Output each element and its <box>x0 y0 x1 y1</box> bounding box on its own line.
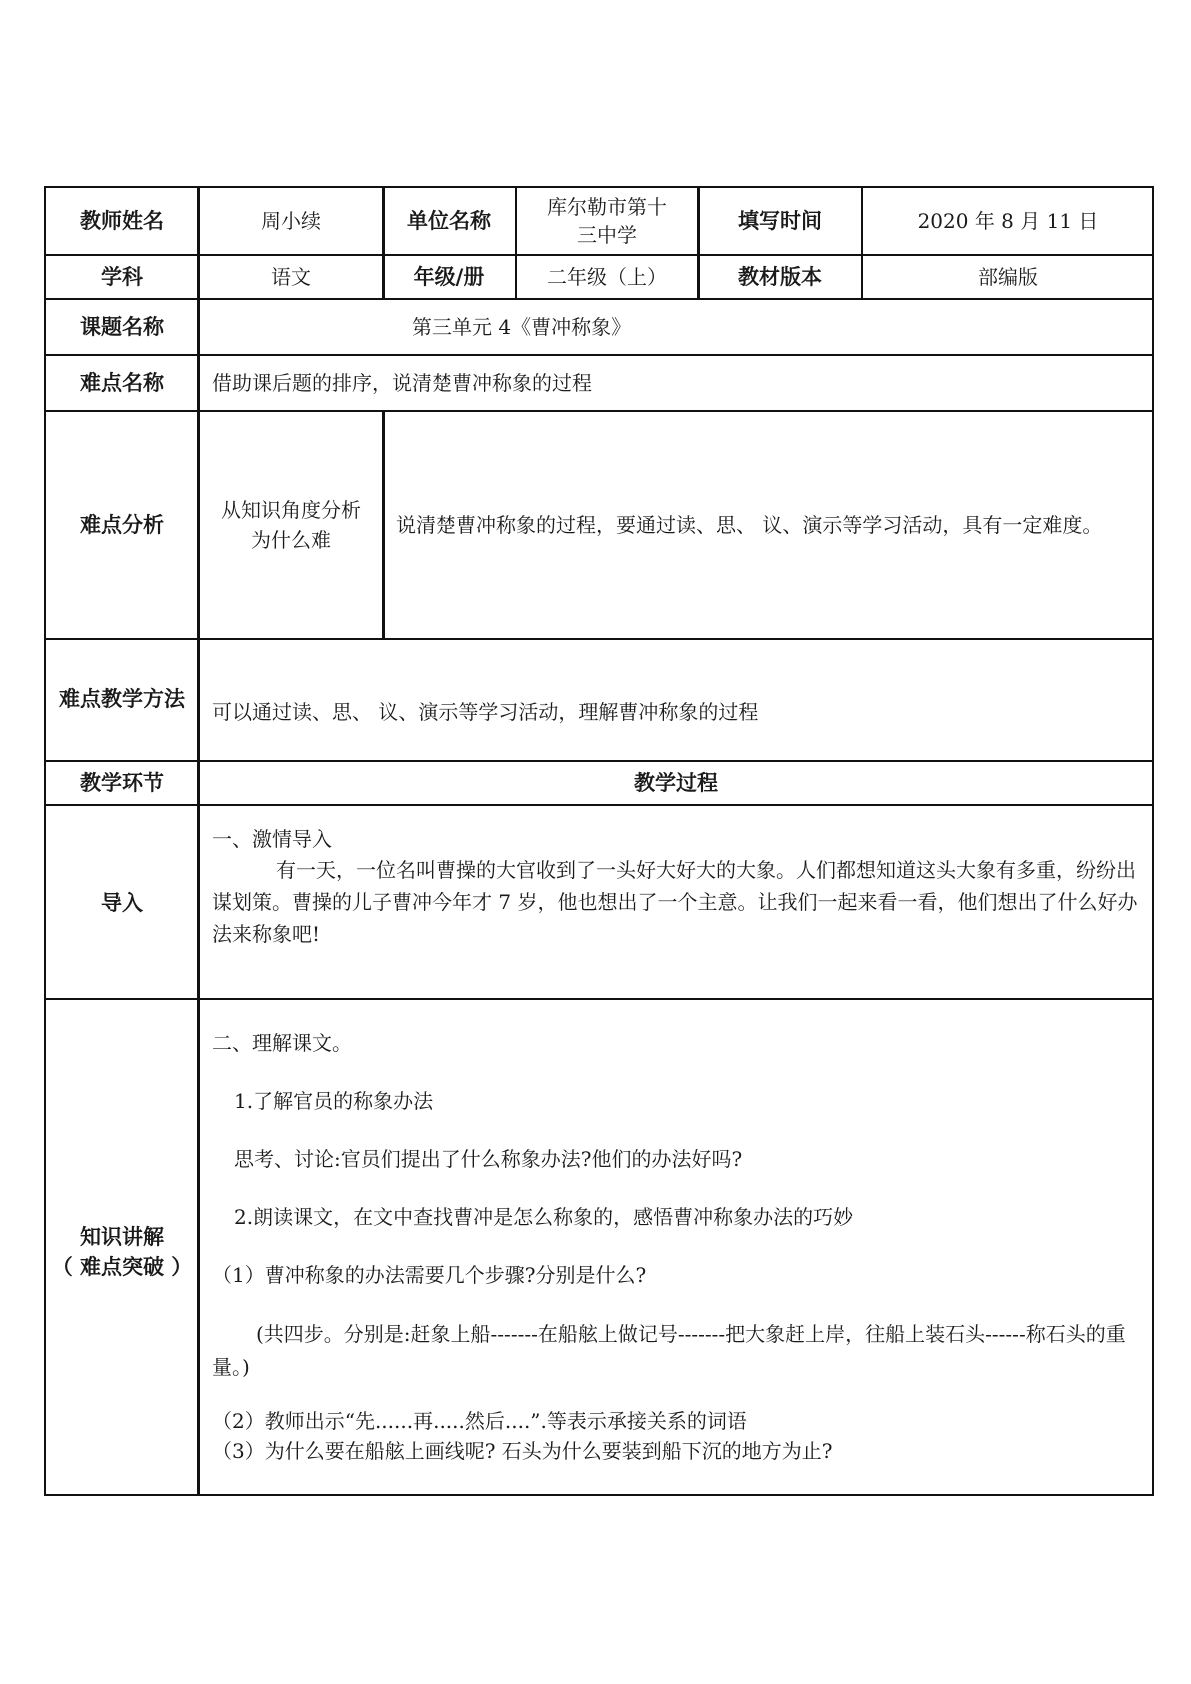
topic-value: 第三单元 4《曹冲称象》 <box>412 315 632 339</box>
grid-line <box>44 804 1154 806</box>
subject-value: 语文 <box>271 265 311 289</box>
grid-line <box>515 186 517 300</box>
knowledge-question-3: （3）为什么要在船舷上画线呢? 石头为什么要装到船下沉的地方为止? <box>212 1439 833 1463</box>
knowledge-question-1: （1）曹冲称象的办法需要几个步骤?分别是什么? <box>212 1263 647 1287</box>
grid-line <box>44 998 1154 1000</box>
fill-date-value: 2020 年 8 月 11 日 <box>917 209 1099 233</box>
unit-name-label: 单位名称 <box>407 209 491 233</box>
analysis-sub-label: 从知识角度分析为什么难 <box>221 498 361 552</box>
grid-line <box>44 186 1154 188</box>
edition-label: 教材版本 <box>738 265 822 289</box>
difficulty-value: 借助课后题的排序，说清楚曹冲称象的过程 <box>212 371 592 395</box>
teacher-name-value: 周小续 <box>261 209 321 233</box>
process-heading: 教学过程 <box>634 771 718 795</box>
fill-date-label: 填写时间 <box>738 209 822 233</box>
grid-line <box>1152 186 1154 1496</box>
edition-value: 部编版 <box>978 265 1038 289</box>
grid-line <box>382 186 385 300</box>
subject-label: 学科 <box>101 265 143 289</box>
grid-line <box>44 760 1154 762</box>
intro-content <box>200 824 1148 950</box>
grid-line <box>44 354 1154 356</box>
difficulty-label: 难点名称 <box>80 371 164 395</box>
grid-line <box>44 1494 1154 1496</box>
method-label: 难点教学方法 <box>59 687 185 711</box>
knowledge-answer-1: (共四步。分别是:赶象上船-------在船舷上做记号-------把大象赶上岸，往船上装石头------称石头的重量。) <box>212 1322 1126 1379</box>
knowledge-content <box>200 1028 1148 1466</box>
knowledge-label-line1: 知识讲解 <box>80 1225 164 1249</box>
analysis-label: 难点分析 <box>80 513 164 537</box>
teacher-name-label: 教师姓名 <box>80 209 164 233</box>
grid-line <box>44 410 1154 412</box>
intro-heading: 一、激情导入 <box>212 827 332 851</box>
grid-line <box>44 254 1154 256</box>
analysis-value: 说清楚曹冲称象的过程，要通过读、思、 议、演示等学习活动，具有一定难度。 <box>396 512 1103 537</box>
grid-line <box>44 186 46 1496</box>
knowledge-question-2: （2）教师出示“先......再.....然后....”.等表示承接关系的词语 <box>212 1409 747 1433</box>
grid-line <box>197 186 200 1496</box>
unit-name-value: 库尔勒市第十三中学 <box>547 195 667 247</box>
knowledge-item2: 2.朗读课文，在文中查找曹冲是怎么称象的，感悟曹冲称象办法的巧妙 <box>234 1205 854 1229</box>
grid-line <box>861 186 863 300</box>
knowledge-label-line2: （ 难点突破 ） <box>51 1255 193 1279</box>
method-value: 可以通过读、思、 议、演示等学习活动，理解曹冲称象的过程 <box>212 700 759 724</box>
knowledge-heading: 二、理解课文。 <box>212 1031 352 1055</box>
grid-line <box>382 410 385 640</box>
grid-line <box>44 638 1154 640</box>
process-section-label: 教学环节 <box>80 771 164 795</box>
knowledge-label <box>46 1000 198 1494</box>
knowledge-item1: 1.了解官员的称象办法 <box>234 1089 434 1113</box>
grade-label: 年级/册 <box>413 265 485 289</box>
grid-line <box>697 186 700 300</box>
grade-value: 二年级（上） <box>547 265 667 289</box>
topic-label: 课题名称 <box>80 315 164 339</box>
knowledge-item1-question: 思考、讨论:官员们提出了什么称象办法?他们的办法好吗? <box>234 1147 743 1171</box>
intro-label: 导入 <box>101 891 143 915</box>
grid-line <box>44 298 1154 300</box>
intro-body: 有一天，一位名叫曹操的大官收到了一头好大好大的大象。人们都想知道这头大象有多重，纷纷出谋划策。曹操的儿子曹冲今年才 7 岁，他也想出了一个主意。让我们一起来看一看，他们想出了什么好办法来称象吧! <box>212 858 1138 946</box>
